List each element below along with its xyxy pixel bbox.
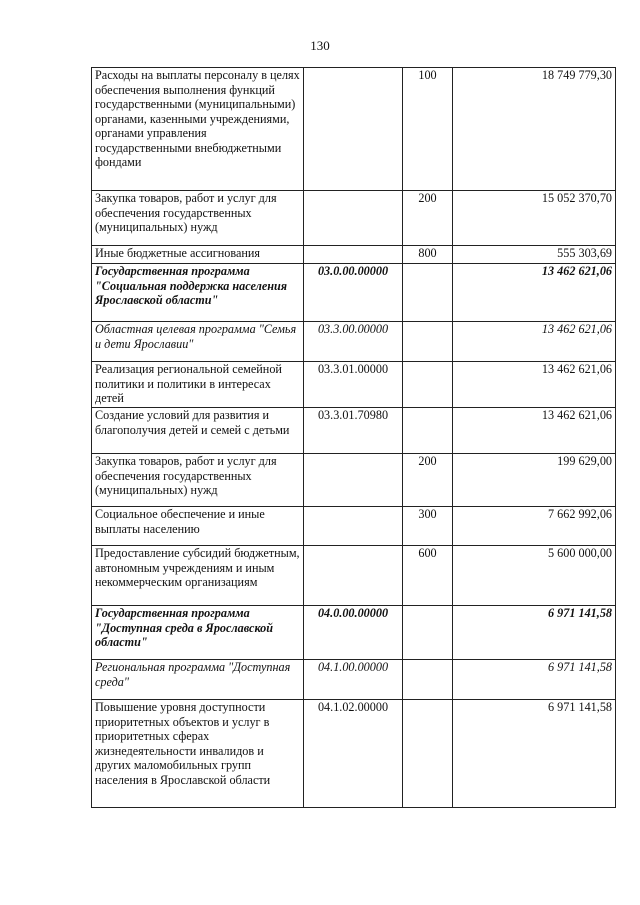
row-amount: 199 629,00 [453, 454, 616, 507]
table-row [92, 362, 616, 408]
row-vr-code [403, 264, 453, 322]
row-name: Создание условий для развития и благополучия детей и семей с детьми [92, 408, 304, 454]
table-row [92, 507, 616, 546]
row-vr-code: 600 [403, 546, 453, 606]
row-amount: 5 600 000,00 [453, 546, 616, 606]
row-amount: 15 052 370,70 [453, 191, 616, 246]
row-amount: 18 749 779,30 [453, 68, 616, 191]
table-row [92, 546, 616, 606]
table-row [92, 246, 616, 264]
row-name: Повышение уровня доступности приоритетных объектов и услуг в приоритетных сферах жизнедеятельности инвалидов и других маломобильных групп населения в Ярославской области [92, 700, 304, 808]
row-name: Закупка товаров, работ и услуг для обеспечения государственных (муниципальных) нужд [92, 191, 304, 246]
row-csr-code [304, 191, 403, 246]
table-row-program [92, 606, 616, 660]
row-csr-code [304, 507, 403, 546]
table-row [92, 68, 616, 191]
row-name: Закупка товаров, работ и услуг для обеспечения государственных (муниципальных) нужд [92, 454, 304, 507]
budget-table [91, 67, 616, 808]
row-name: Иные бюджетные ассигнования [92, 246, 304, 264]
row-vr-code: 200 [403, 191, 453, 246]
row-vr-code [403, 408, 453, 454]
row-csr-code: 04.0.00.00000 [304, 606, 403, 660]
row-name: Социальное обеспечение и иные выплаты населению [92, 507, 304, 546]
row-vr-code: 200 [403, 454, 453, 507]
table-row-subprogram [92, 322, 616, 362]
row-vr-code: 800 [403, 246, 453, 264]
row-amount: 6 971 141,58 [453, 700, 616, 808]
row-csr-code [304, 246, 403, 264]
row-name: Региональная программа "Доступная среда" [92, 660, 304, 700]
row-name: Расходы на выплаты персоналу в целях обеспечения выполнения функций государственными (муниципальными) органами, казенными учреждениями, органами управления государственными внебюджетными фондами [92, 68, 304, 191]
row-amount: 13 462 621,06 [453, 322, 616, 362]
row-amount: 7 662 992,06 [453, 507, 616, 546]
row-name: Государственная программа "Социальная поддержка населения Ярославской области" [92, 264, 304, 322]
row-csr-code: 04.1.02.00000 [304, 700, 403, 808]
table-row [92, 700, 616, 808]
table-row-program [92, 264, 616, 322]
row-vr-code: 100 [403, 68, 453, 191]
row-amount: 13 462 621,06 [453, 264, 616, 322]
row-vr-code [403, 660, 453, 700]
row-name: Государственная программа "Доступная среда в Ярославской области" [92, 606, 304, 660]
row-csr-code: 04.1.00.00000 [304, 660, 403, 700]
table-row [92, 454, 616, 507]
row-vr-code [403, 700, 453, 808]
row-amount: 6 971 141,58 [453, 660, 616, 700]
row-amount: 555 303,69 [453, 246, 616, 264]
row-amount: 13 462 621,06 [453, 362, 616, 408]
row-vr-code [403, 606, 453, 660]
table-row-subprogram [92, 660, 616, 700]
row-name: Областная целевая программа "Семья и дети Ярославии" [92, 322, 304, 362]
row-csr-code [304, 68, 403, 191]
row-name: Предоставление субсидий бюджетным, автономным учреждениям и иным некоммерческим организациям [92, 546, 304, 606]
row-csr-code [304, 546, 403, 606]
row-csr-code: 03.3.01.70980 [304, 408, 403, 454]
row-name: Реализация региональной семейной политики и политики в интересах детей [92, 362, 304, 408]
table-row [92, 408, 616, 454]
row-vr-code [403, 362, 453, 408]
page-number: 130 [310, 38, 330, 53]
row-amount: 13 462 621,06 [453, 408, 616, 454]
table-row [92, 191, 616, 246]
row-amount: 6 971 141,58 [453, 606, 616, 660]
row-csr-code [304, 454, 403, 507]
row-vr-code: 300 [403, 507, 453, 546]
row-csr-code: 03.0.00.00000 [304, 264, 403, 322]
row-csr-code: 03.3.00.00000 [304, 322, 403, 362]
row-vr-code [403, 322, 453, 362]
row-csr-code: 03.3.01.00000 [304, 362, 403, 408]
